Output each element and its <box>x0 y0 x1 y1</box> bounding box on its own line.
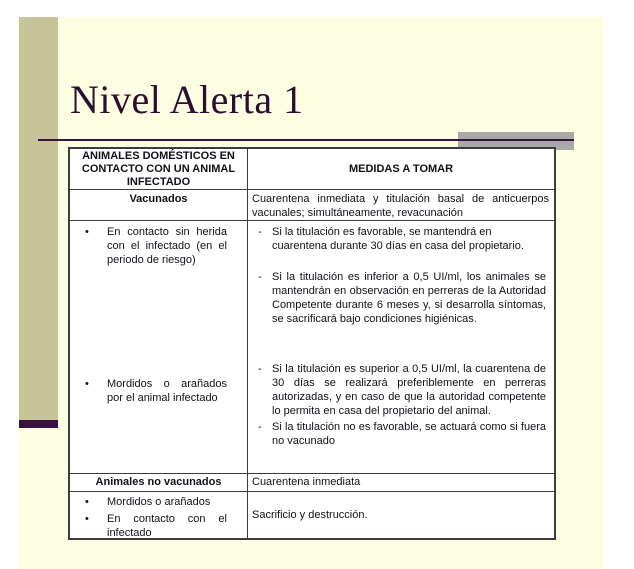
bullet-icon: • <box>85 226 89 238</box>
dash-icon: - <box>258 421 262 433</box>
dash-item <box>248 225 554 253</box>
measure-text: Si la titulación es inferior a 0,5 UI/ml, los animales se mantendrán en observación en perreras de la Autoridad Competente durante 6 meses y, si desarrolla síntomas, se sacrificará bajo condiciones higiénicas. <box>272 271 546 325</box>
cell-no-vacunados-measure: Cuarentena inmediata <box>248 474 554 492</box>
left-accent-bar-cap <box>19 420 58 428</box>
cell-sacrifice-measure: Sacrificio y destrucción. <box>252 509 368 521</box>
case-text: Mordidos o arañados por el animal infectado <box>107 378 227 404</box>
measures-table <box>68 147 556 540</box>
case-text: En contacto con el infectado <box>107 513 227 538</box>
bullet-item <box>70 495 247 509</box>
left-accent-bar <box>19 17 58 420</box>
dash-item <box>248 420 554 448</box>
cell-vaccinated-cases <box>70 221 248 474</box>
bullet-icon: • <box>85 513 89 525</box>
dash-icon: - <box>258 271 262 283</box>
bullet-icon: • <box>85 496 89 508</box>
case-text: En contacto sin herida con el infectado (en el periodo de riesgo) <box>107 226 227 266</box>
case-text: Mordidos o arañados <box>107 496 211 508</box>
header-cell-animals: ANIMALES DOMÉSTICOS EN CONTACTO CON UN ANIMAL INFECTADO <box>70 149 248 190</box>
measure-text: Si la titulación es superior a 0,5 UI/ml, la cuarentena de 30 días se realizará preferiblemente en perreras autorizadas, y en caso de que la autoridad competente lo permita en casa del propietario del animal. <box>272 363 546 417</box>
title-underline <box>38 139 574 141</box>
cell-no-vacunados-label: Animales no vacunados <box>70 474 248 492</box>
cell-unvaccinated-cases <box>70 492 248 538</box>
dash-icon: - <box>258 363 262 375</box>
bullet-item <box>70 377 247 405</box>
cell-vaccinated-case-measures <box>248 221 554 474</box>
dash-icon: - <box>258 226 262 238</box>
dash-item <box>248 362 554 418</box>
bullet-icon: • <box>85 378 89 390</box>
header-cell-measures: MEDIDAS A TOMAR <box>248 149 554 190</box>
bullet-item <box>70 225 247 267</box>
bullet-item <box>70 512 247 538</box>
dash-item <box>248 270 554 326</box>
measure-text: Si la titulación es favorable, se mantendrá en cuarentena durante 30 días en casa del propietario. <box>272 226 524 252</box>
slide-title: Nivel Alerta 1 <box>70 77 304 122</box>
cell-vacunados-label: Vacunados <box>70 190 248 221</box>
cell-vacunados-measure: Cuarentena inmediata y titulación basal de anticuerpos vacunales; simultáneamente, revacunación <box>248 190 554 221</box>
measure-text: Si la titulación no es favorable, se actuará como si fuera no vacunado <box>272 421 546 447</box>
